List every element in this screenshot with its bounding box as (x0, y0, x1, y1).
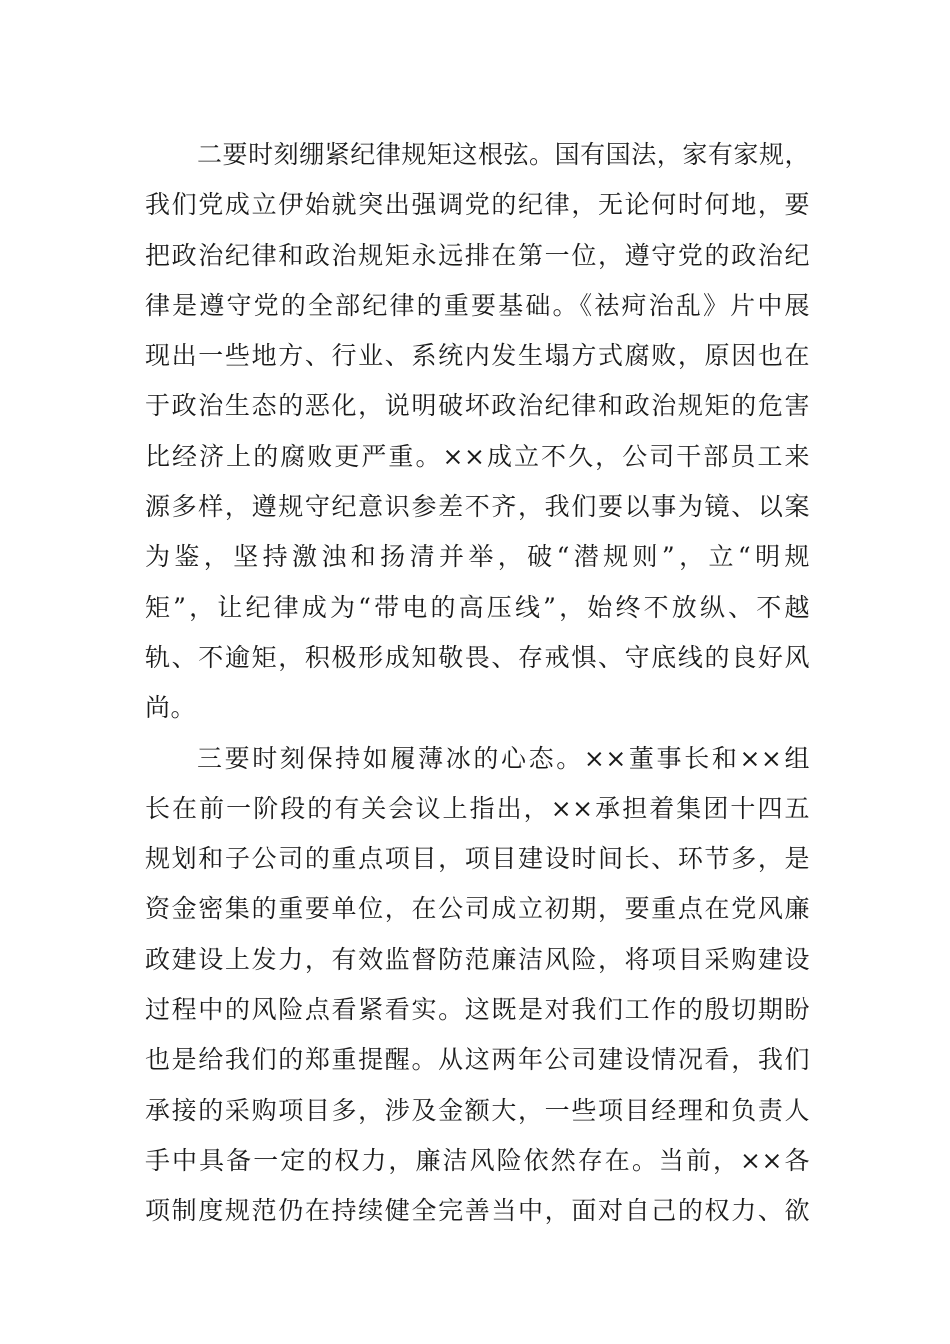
paragraph-discipline (145, 130, 810, 734)
paragraph-line: 为鉴，坚持激浊和扬清并举，破“潜规则”，立“明规 (145, 542, 810, 572)
paragraph-line: 律是遵守党的全部纪律的重要基础。《祛疴治乱》片中展 (145, 290, 810, 320)
paragraph-caution (145, 734, 810, 1237)
paragraph-line: 项制度规范仍在持续健全完善当中，面对自己的权力、欲 (145, 1196, 810, 1226)
paragraph-line: 资金密集的重要单位，在公司成立初期，要重点在党风廉 (145, 894, 810, 924)
paragraph-line: 二要时刻绷紧纪律规矩这根弦。国有国法，家有家规， (197, 140, 810, 169)
paragraph-line: 现出一些地方、行业、系统内发生塌方式腐败，原因也在 (145, 341, 810, 371)
paragraph-line: 尚。 (145, 693, 197, 723)
paragraph-line: 源多样，遵规守纪意识参差不齐，我们要以事为镜、以案 (145, 492, 810, 522)
paragraph-line: 也是给我们的郑重提醒。从这两年公司建设情况看，我们 (145, 1045, 810, 1075)
paragraph-line: 轨、不逾矩，积极形成知敬畏、存戒惧、守底线的良好风 (145, 642, 810, 672)
paragraph-line: 于政治生态的恶化，说明破坏政治纪律和政治规矩的危害 (145, 391, 810, 421)
paragraph-line: 三要时刻保持如履薄冰的心态。××董事长和××组 (197, 743, 810, 773)
paragraph-line: 手中具备一定的权力，廉洁风险依然存在。当前，××各 (145, 1145, 810, 1175)
paragraph-line: 我们党成立伊始就突出强调党的纪律，无论何时何地，要 (145, 190, 810, 220)
paragraph-line: 承接的采购项目多，涉及金额大，一些项目经理和负责人 (145, 1095, 810, 1125)
paragraph-line: 矩”，让纪律成为“带电的高压线”，始终不放纵、不越 (145, 592, 810, 622)
paragraph-line: 政建设上发力，有效监督防范廉洁风险，将项目采购建设 (145, 944, 810, 974)
paragraph-line: 规划和子公司的重点项目，项目建设时间长、环节多，是 (145, 844, 810, 874)
paragraph-line: 长在前一阶段的有关会议上指出，××承担着集团十四五 (145, 793, 810, 823)
paragraph-line: 把政治纪律和政治规矩永远排在第一位，遵守党的政治纪 (145, 240, 810, 270)
document-body (145, 130, 810, 1237)
paragraph-line: 比经济上的腐败更严重。××成立不久，公司干部员工来 (145, 441, 810, 471)
paragraph-line: 过程中的风险点看紧看实。这既是对我们工作的殷切期盼 (145, 995, 810, 1025)
